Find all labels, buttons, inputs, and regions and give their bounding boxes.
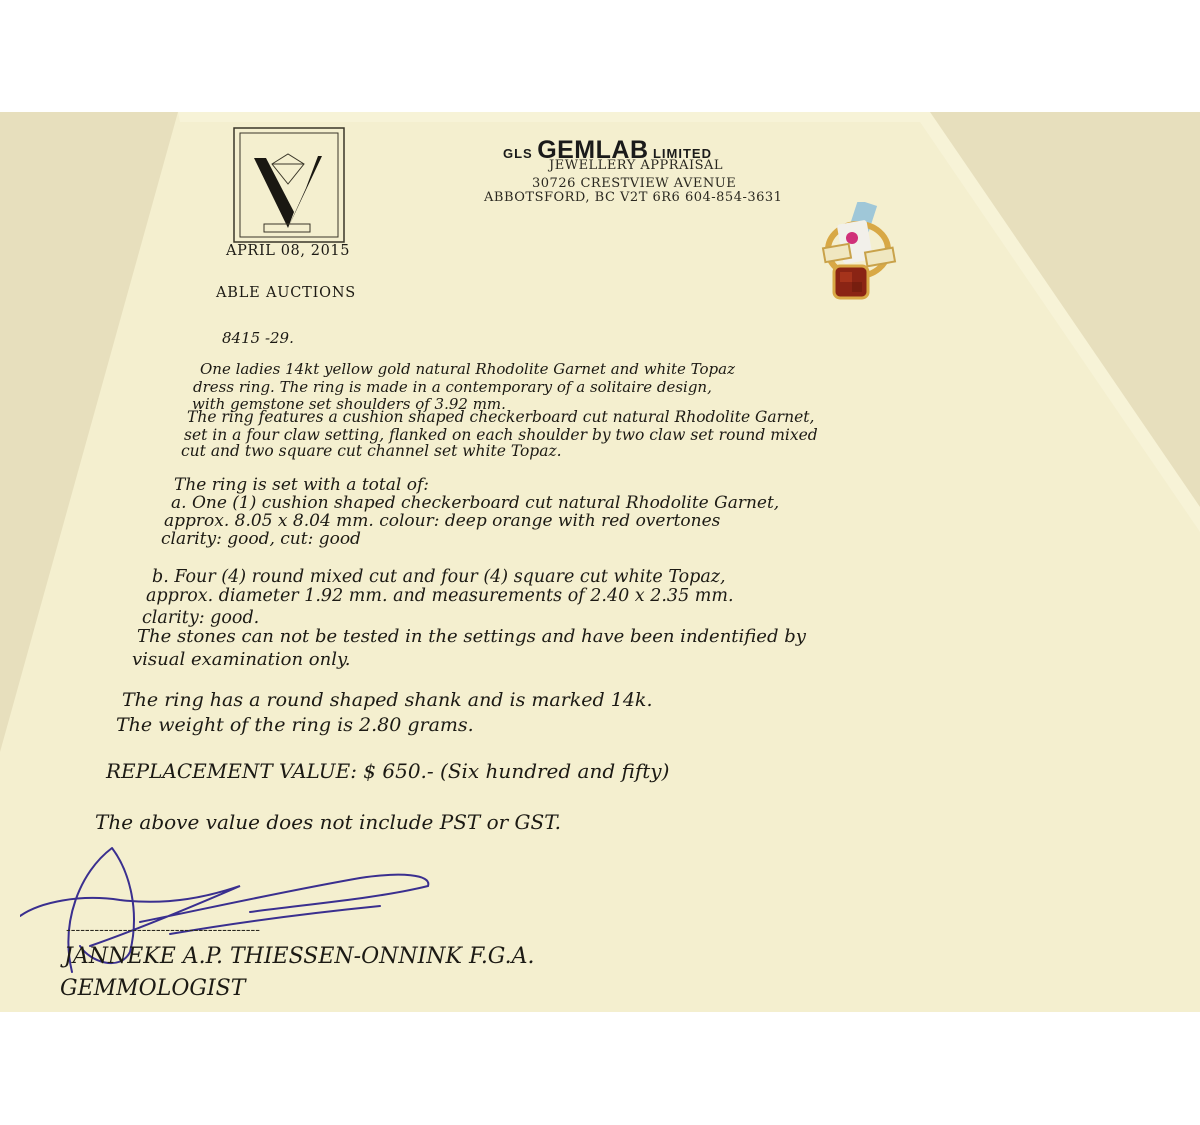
letter-date: APRIL 08, 2015 — [226, 243, 351, 259]
photo-background — [0, 112, 1200, 1012]
shank-line: The ring has a round shaped shank and is marked 14k. — [122, 689, 653, 711]
company-suffix: LIMITED — [652, 146, 712, 161]
stone-b-line: approx. diameter 1.92 mm. and measurements of 2.40 x 2.35 mm. — [146, 586, 734, 606]
stone-a-line: a. One (1) cushion shaped checkerboard cut natural Rhodolite Garnet, — [171, 493, 780, 513]
department-label: JEWELLERY APPRAISAL — [549, 158, 724, 173]
gemlab-logo — [232, 126, 350, 246]
address-line-1: 30726 CRESTVIEW AVENUE — [532, 176, 737, 191]
stone-a-line: clarity: good, cut: good — [161, 529, 361, 549]
description-line: One ladies 14kt yellow gold natural Rhodolite Garnet and white Topaz — [200, 360, 735, 378]
tax-note: The above value does not include PST or GST. — [95, 810, 561, 834]
description-line: The ring features a cushion shaped checkerboard cut natural Rhodolite Garnet, — [187, 408, 815, 426]
description-line: dress ring. The ring is made in a contemporary of a solitaire design, — [193, 378, 712, 396]
stone-a-line: approx. 8.05 x 8.04 mm. colour: deep orange with red overtones — [164, 511, 721, 531]
reference-number: 8415 -29. — [222, 329, 294, 347]
signature-rule: ----------------------------------------- — [66, 922, 260, 938]
shank-line: The weight of the ring is 2.80 grams. — [116, 714, 474, 736]
testing-note-line: The stones can not be tested in the settings and have been indentified by — [137, 626, 806, 647]
replacement-value: REPLACEMENT VALUE: $ 650.- (Six hundred and fifty) — [106, 759, 670, 783]
description-line: set in a four claw setting, flanked on each shoulder by two claw set round mixed — [184, 426, 818, 444]
stone-b-line: clarity: good. — [142, 608, 260, 628]
testing-note-line: visual examination only. — [132, 649, 351, 670]
stone-b-line: b. Four (4) round mixed cut and four (4) square cut white Topaz, — [152, 567, 726, 587]
address-line-2: ABBOTSFORD, BC V2T 6R6 604-854-3631 — [484, 190, 783, 205]
description-line: cut and two square cut channel set white Topaz. — [181, 442, 562, 460]
description-line: with gemstone set shoulders of 3.92 mm. — [192, 395, 506, 413]
recipient: ABLE AUCTIONS — [216, 285, 357, 301]
signer-name: JANNEKE A.P. THIESSEN-ONNINK F.G.A. — [64, 944, 535, 969]
ring-photo — [800, 202, 910, 312]
company-prefix: GLS — [503, 146, 533, 161]
stones-intro: The ring is set with a total of: — [174, 475, 429, 495]
company-name: GEMLAB — [537, 136, 649, 164]
signer-title: GEMMOLOGIST — [60, 976, 246, 1001]
